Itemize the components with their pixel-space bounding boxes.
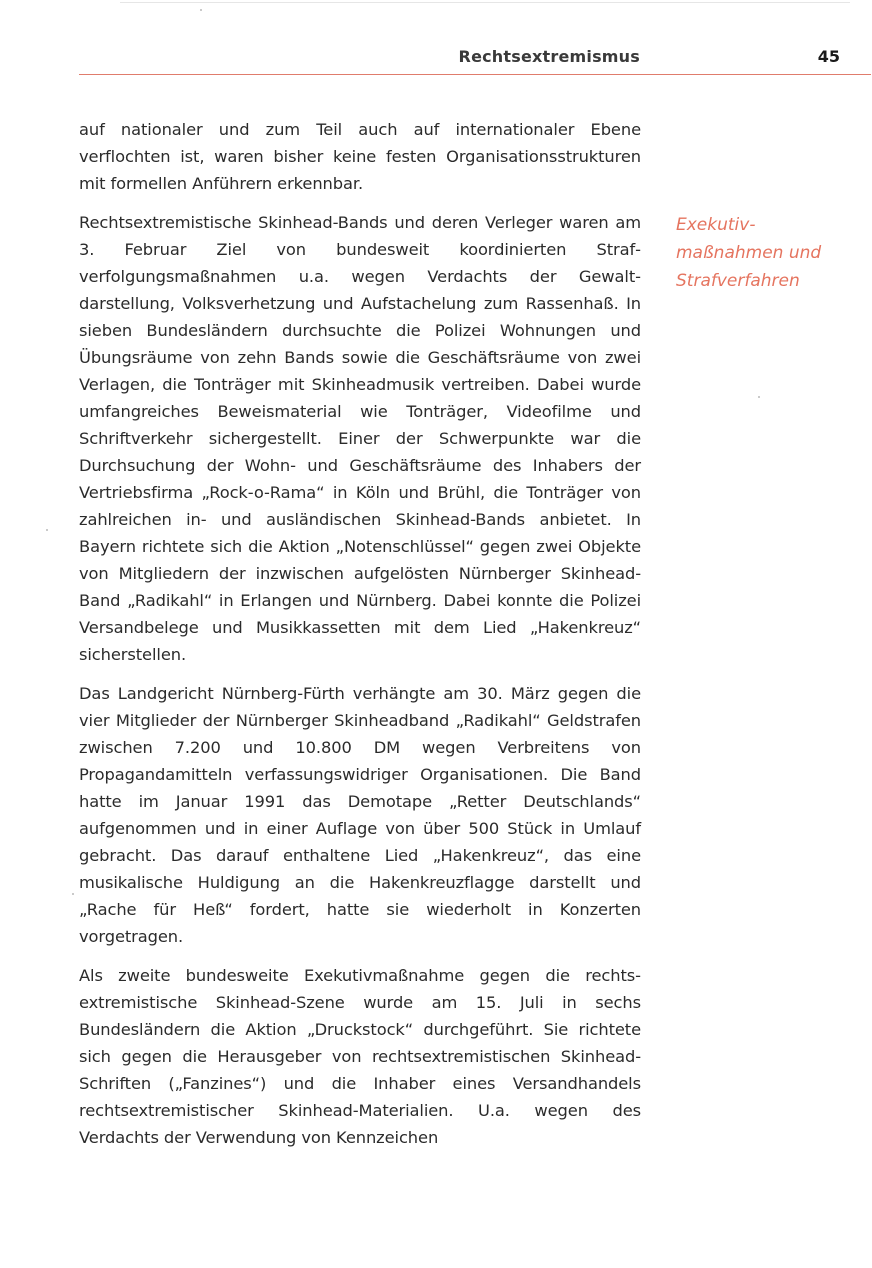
scan-speck [46, 529, 48, 531]
body-text [79, 116, 641, 1163]
scan-speck [758, 396, 760, 398]
margin-note [676, 211, 856, 295]
scan-speck [200, 9, 202, 11]
paragraph-2: Rechtsextremistische Skinhead-Bands und deren Verleger waren am 3. Februar Ziel von bundesweit koordinierten Strafverfolgungsmaßnahmen u.a. wegen Verdachts der Gewaltdarstellung, Volksverhetzung und Aufstachelung zum Rassenhaß. In sieben Bundesländern durchsuchte die Polizei Wohnungen und Übungsräume von zehn Bands sowie die Geschäftsräume von zwei Verlagen, die Tonträger mit Skinheadmusik vertreiben. Dabei wurde umfangreiches Beweismaterial wie Tonträger, Videofilme und Schriftverkehr sichergestellt. Einer der Schwerpunkte war die Durchsuchung der Wohn- und Geschäftsräume des Inhabers der Vertriebsfirma „Rock-o-Rama“ in Köln und Brühl, die Tonträger von zahlreichen in- und ausländischen Skinhead-Bands anbietet. In Bayern richtete sich die Aktion „Notenschlüssel“ gegen zwei Objekte von Mitgliedern der inzwischen aufgelösten Nürnberger Skinhead-Band „Radikahl“ in Erlangen und Nürnberg. Dabei konnte die Polizei Versandbelege und Musikkassetten mit dem Lied „Hakenkreuz“ sicherstellen. [79, 213, 641, 664]
paragraph-4: Als zweite bundesweite Exekutivmaßnahme gegen die rechtsextremistische Skinhead-Szene wurde am 15. Juli in sechs Bundesländern die Aktion „Druckstock“ durchgeführt. Sie richtete sich gegen die Herausgeber von rechtsextremistischen Skinhead-Schriften („Fanzines“) und die Inhaber eines Versandhandels rechtsextremistischer Skinhead-Materialien. U.a. wegen des Verdachts der Verwendung von Kennzeichen [79, 966, 641, 1147]
scan-speck [72, 893, 74, 895]
header-rule [79, 74, 871, 75]
paragraph-1: auf nationaler und zum Teil auch auf internationaler Ebene verflochten ist, waren bisher keine festen Organisationsstrukturen mit formellen Anführern erkennbar. [79, 120, 641, 193]
running-header [80, 47, 840, 71]
paragraph-3: Das Landgericht Nürnberg-Fürth verhängte am 30. März gegen die vier Mitglieder der Nürnberger Skinheadband „Radikahl“ Geldstrafen zwischen 7.200 und 10.800 DM wegen Verbreitens von Propagandamitteln verfassungswidriger Organisationen. Die Band hatte im Januar 1991 das Demotape „Retter Deutschlands“ aufgenommen und in einer Auflage von über 500 Stück in Umlauf gebracht. Das darauf enthaltene Lied „Hakenkreuz“, das eine musikalische Huldigung an die Hakenkreuzflagge darstellt und „Rache für Heß“ fordert, hatte sie wiederholt in Konzerten vorgetragen. [79, 684, 641, 946]
page-number: 45 [817, 47, 840, 66]
scan-edge-line [120, 2, 850, 3]
header-title: Rechtsextremismus [458, 47, 640, 66]
margin-note-line: maßnahmen und [676, 243, 822, 263]
margin-note-line: Exekutiv- [676, 215, 756, 235]
margin-note-line: Strafverfahren [676, 271, 800, 291]
